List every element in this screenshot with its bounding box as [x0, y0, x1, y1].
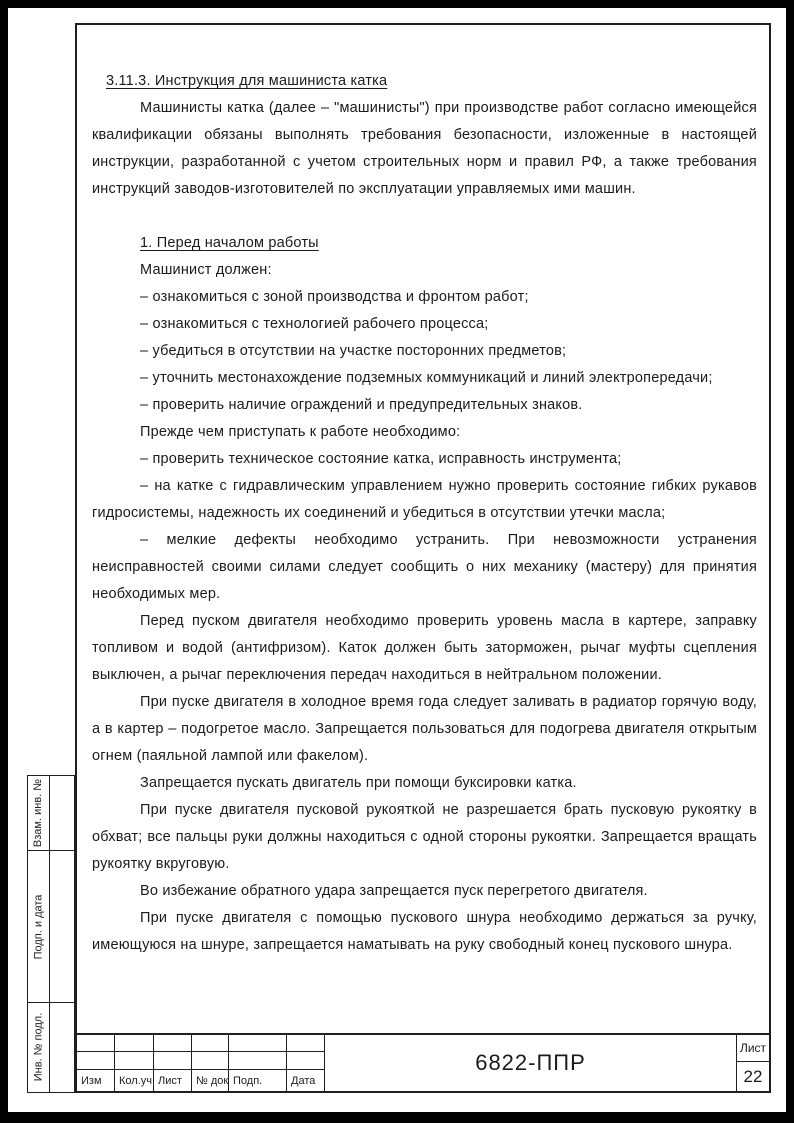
subsection-heading: 1. Перед началом работы	[140, 235, 319, 251]
stamp-col-list: Лист	[154, 1070, 192, 1091]
stamp-cell	[287, 1035, 325, 1052]
side-cell-inv-podl	[28, 1003, 74, 1091]
paragraph: При пуске двигателя с помощью пускового шнура необходимо держаться за ручку, имеющуюся на шнуре, запрещается наматывать на руку свободный конец пускового шнура.	[92, 910, 757, 953]
list-item: – ознакомиться с технологией рабочего процесса;	[140, 316, 489, 332]
list-item: – проверить наличие ограждений и предупредительных знаков.	[140, 397, 583, 413]
side-stamp	[27, 775, 75, 1093]
sheet-label: Лист	[737, 1035, 769, 1062]
side-label: Взам. инв. №	[32, 778, 45, 848]
document-body	[77, 25, 769, 959]
checks-intro: Прежде чем приступать к работе необходимо:	[140, 424, 461, 440]
sheet-number: 22	[743, 1066, 763, 1086]
stamp-cell	[192, 1035, 229, 1052]
section-number-heading: 3.11.3. Инструкция для машиниста катка	[106, 73, 388, 89]
side-cell-podp-data	[28, 851, 74, 1003]
paragraph: Запрещается пускать двигатель при помощи буксировки катка.	[140, 775, 577, 791]
paragraph: При пуске двигателя пусковой рукояткой не разрешается брать пусковую рукоятку в обхват; все пальцы руки должны находиться с одной стороны рукоятки. Запрещается вращать рукоятку вкруговую.	[92, 802, 757, 872]
stamp-cell	[287, 1052, 325, 1070]
stamp-col-podp: Подп.	[229, 1070, 287, 1091]
stamp-cell	[154, 1052, 192, 1070]
side-label: Инв. № подл.	[32, 1012, 45, 1082]
stamp-cell	[77, 1035, 115, 1052]
duties-intro: Машинист должен:	[140, 262, 272, 278]
stamp-cell	[77, 1052, 115, 1070]
stamp-cell	[115, 1035, 154, 1052]
stamp-cell	[229, 1035, 287, 1052]
paragraph: Перед пуском двигателя необходимо проверить уровень масла в картере, заправку топливом и водой (антифризом). Каток должен быть заторможен, рычаг муфты сцепления выключен, а рычаг переключения передач находиться в нейтральном положении.	[92, 613, 757, 683]
stamp-cell	[115, 1052, 154, 1070]
document-number: 6822-ППР	[325, 1035, 737, 1091]
stamp-cell	[229, 1052, 287, 1070]
list-item: – ознакомиться с зоной производства и фронтом работ;	[140, 289, 529, 305]
list-item: – проверить техническое состояние катка, исправность инструмента;	[140, 451, 622, 467]
stamp-col-data: Дата	[287, 1070, 325, 1091]
drawing-frame	[75, 23, 771, 1093]
title-block	[77, 1033, 769, 1091]
list-item: – уточнить местонахождение подземных коммуникаций и линий электропередачи;	[140, 370, 713, 386]
side-label: Подп. и дата	[32, 894, 45, 959]
list-item: – убедиться в отсутствии на участке посторонних предметов;	[140, 343, 567, 359]
stamp-col-koluch: Кол.уч	[115, 1070, 154, 1091]
sheet-cell	[737, 1035, 769, 1091]
list-item: – мелкие дефекты необходимо устранить. При невозможности устранения неисправностей своими силами следует сообщить о них механику (мастеру) для принятия необходимых мер.	[92, 532, 757, 602]
stamp-cell	[154, 1035, 192, 1052]
intro-paragraph: Машинисты катка (далее – "машинисты") при производстве работ согласно имеющейся квалификации обязаны выполнять требования безопасности, изложенные в настоящей инструкции, разработанной с учетом строительных норм и правил РФ, а также требования инструкций заводов-изготовителей по эксплуатации управляемых ими машин.	[92, 100, 757, 197]
paragraph: Во избежание обратного удара запрещается пуск перегретого двигателя.	[140, 883, 648, 899]
list-item: – на катке с гидравлическим управлением нужно проверить состояние гибких рукавов гидросистемы, надежность их соединений и убедиться в отсутствии утечки масла;	[92, 478, 757, 521]
stamp-col-ndok: № док	[192, 1070, 229, 1091]
paragraph: При пуске двигателя в холодное время года следует заливать в радиатор горячую воду, а в картер – подогретое масло. Запрещается пользоваться для подогрева двигателя открытым огнем (паяльной лампой или факелом).	[92, 694, 757, 764]
stamp-col-izm: Изм	[77, 1070, 115, 1091]
side-cell-vzam-inv	[28, 776, 74, 851]
stamp-cell	[192, 1052, 229, 1070]
